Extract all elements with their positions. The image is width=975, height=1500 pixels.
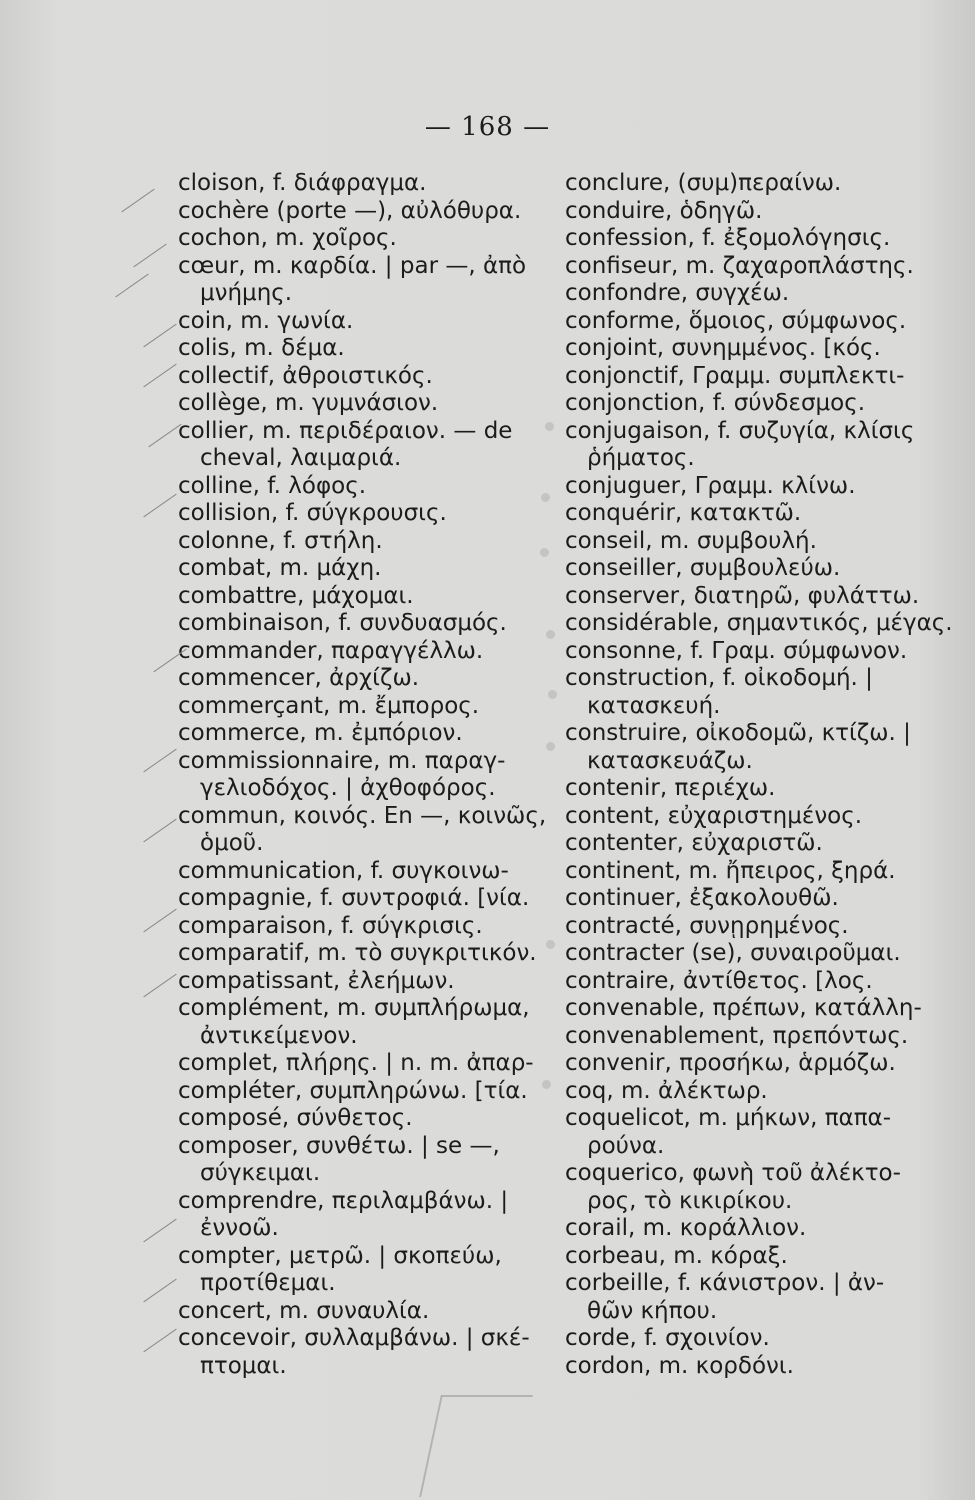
left-entry: compagnie, f. συντροφιά. [νία. [178,885,530,911]
right-entry: convenablement, πρεπόντως. [565,1022,909,1049]
right-entry: consonne, f. Γραμ. σύμφωνον. [565,637,908,664]
left-entry: cloison, f. διάφραγμα. [178,170,427,196]
pencil-mark [143,494,176,518]
right-entry: conjoint, συνημμένος. [κός. [565,335,881,361]
right-entry: conclure, (συμ)περαίνω. [565,170,842,196]
right-entry-continuation: ῥήματος. [587,445,695,471]
left-entry: composer, συνθέτω. | se —, [178,1132,500,1159]
left-entry: commander, παραγγέλλω. [178,637,484,664]
left-entry: coin, m. γωνία. [178,307,354,334]
left-entry-continuation: cheval, λαιμαριά. [200,445,402,471]
pencil-mark [143,1329,176,1353]
right-entry: continuer, ἐξακολουθῶ. [565,885,839,911]
right-entry: corbeau, m. κόραξ. [565,1242,788,1269]
left-entry: commun, κοινός. En —, κοινῶς, [178,802,547,829]
right-entry: construction, f. οἰκοδομή. | [565,665,873,691]
right-entry: contenter, εὐχαριστῶ. [565,830,823,856]
right-entry-continuation: κατασκευάζω. [587,747,753,774]
gutter-dot [542,1080,551,1089]
right-entry: conjonction, f. σύνδεσμος. [565,390,866,416]
right-entry: conserver, διατηρῶ, φυλάττω. [565,582,920,609]
gutter-dot [546,742,555,751]
pencil-mark [115,274,148,298]
right-entry-continuation: θῶν κήπου. [587,1297,718,1324]
right-entry: convenable, πρέπων, κατάλλη- [565,995,922,1021]
right-entry: confession, f. ἐξομολόγησις. [565,225,891,251]
pencil-mark [143,749,176,773]
left-entry-continuation: πτομαι. [200,1352,287,1379]
pencil-mark [143,974,176,998]
right-entry: conforme, ὅμοιος, σύμφωνος. [565,307,907,334]
right-entry: conseil, m. συμβουλή. [565,527,817,554]
right-entry: corde, f. σχοινίον. [565,1325,770,1351]
left-entry: collège, m. γυμνάσιον. [178,390,439,416]
right-entry: corail, m. κοράλλιον. [565,1215,807,1241]
right-entry: coq, m. ἀλέκτωρ. [565,1077,768,1104]
right-entry: construire, οἰκοδομῶ, κτίζω. | [565,720,911,746]
left-entry: combinaison, f. συνδυασμός. [178,610,507,636]
left-entry: commissionnaire, m. παραγ- [178,747,506,774]
left-entry: compatissant, ἐλεήμων. [178,967,455,994]
left-entry: colline, f. λόφος. [178,472,367,499]
right-entry: conseiller, συμβουλεύω. [565,555,841,581]
gutter-dot [548,690,557,699]
left-entry: compter, μετρῶ. | σκοπεύω, [178,1242,502,1269]
right-entry-continuation: ρος, τὸ κικιρίκου. [587,1187,793,1214]
left-entry-continuation: μνήμης. [200,280,293,306]
left-entry: comparatif, m. τὸ συγκριτικόν. [178,940,537,966]
left-entry: combattre, μάχομαι. [178,582,414,609]
pencil-scribble [419,1395,533,1497]
right-entry: considérable, σημαντικός, μέγας. [565,610,953,636]
pencil-mark [133,244,166,268]
left-entry: concert, m. συναυλία. [178,1297,430,1324]
left-entry-continuation: ἐννοῶ. [200,1215,279,1241]
right-entry-continuation: ρούνα. [587,1132,665,1159]
gutter-dot [545,422,554,431]
left-entry: colis, m. δέμα. [178,335,345,361]
right-entry: contraire, ἀντίθετος. [λος. [565,967,873,994]
gutter-dot [546,940,555,949]
right-column [565,170,960,1380]
pencil-mark [143,909,176,933]
left-entry: compléter, συμπληρώνω. [τία. [178,1077,528,1104]
left-entry: cochère (porte —), αὐλόθυρα. [178,197,522,224]
left-entry: communication, f. συγκοινω- [178,857,509,884]
gutter-dot [541,493,550,502]
right-entry: contracté, συνῃρημένος. [565,912,849,939]
gutter-dot [540,548,549,557]
pencil-mark [121,189,154,213]
right-entry: conquérir, κατακτῶ. [565,500,802,526]
left-entry-continuation: γελιοδόχος. | ἀχθοφόρος. [200,775,496,801]
pencil-mark [143,1279,176,1303]
left-entry: collectif, ἀθροιστικός. [178,362,433,389]
right-entry: contracter (se), συναιροῦμαι. [565,940,901,966]
right-entry: content, εὐχαριστημένος. [565,802,863,829]
pencil-mark [143,324,176,348]
right-entry: coquerico, φωνὴ τοῦ ἀλέκτο- [565,1160,901,1186]
left-entry: comparaison, f. σύγκρισις. [178,912,483,939]
left-entry: commerçant, m. ἔμπορος. [178,692,480,719]
page-number: — 168 — [424,112,551,142]
left-entry: combat, m. μάχη. [178,555,382,581]
left-entry: comprendre, περιλαμβάνω. | [178,1187,509,1214]
left-entry-continuation: ὁμοῦ. [200,830,264,856]
left-entry: collier, m. περιδέραιον. — de [178,417,513,444]
left-entry: commencer, ἀρχίζω. [178,665,420,691]
right-entry: convenir, προσήκω, ἁρμόζω. [565,1050,896,1076]
gutter-dot [546,630,555,639]
pencil-mark [148,424,181,448]
left-entry: composé, σύνθετος. [178,1105,413,1131]
left-entry: complet, πλήρης. | n. m. ἀπαρ- [178,1050,534,1076]
left-entry: concevoir, συλλαμβάνω. | σκέ- [178,1325,530,1351]
pencil-mark [143,364,176,388]
pencil-mark [143,819,176,843]
right-entry: continent, m. ἤπειρος, ξηρά. [565,857,896,884]
right-entry: conjonctif, Γραμμ. συμπλεκτι- [565,362,905,389]
right-entry: cordon, m. κορδόνι. [565,1352,794,1379]
right-entry: confiseur, m. ζαχαροπλάστης. [565,252,914,279]
right-entry: contenir, περιέχω. [565,775,776,801]
left-entry: complément, m. συμπλήρωμα, [178,995,530,1021]
left-entry-continuation: προτίθεμαι. [200,1270,336,1296]
right-entry: coquelicot, m. μήκων, παπα- [565,1105,892,1131]
right-entry: conjuguer, Γραμμ. κλίνω. [565,472,856,499]
right-entry: conjugaison, f. συζυγία, κλίσις [565,417,915,444]
left-entry: colonne, f. στήλη. [178,527,383,554]
right-entry: corbeille, f. κάνιστρον. | ἀν- [565,1270,885,1296]
left-entry: collision, f. σύγκρουσις. [178,500,447,526]
right-entry-continuation: κατασκευή. [587,692,721,719]
left-entry-continuation: σύγκειμαι. [200,1160,321,1186]
left-entry: cochon, m. χοῖρος. [178,225,397,251]
pencil-mark [143,1219,176,1243]
left-column [178,170,558,1380]
right-entry: confondre, συγχέω. [565,280,790,306]
right-entry: conduire, ὁδηγῶ. [565,197,763,224]
left-entry-continuation: ἀντικείμενον. [200,1022,358,1049]
left-entry: cœur, m. καρδία. | par —, ἀπὸ [178,252,527,279]
left-entry: commerce, m. ἐμπόριον. [178,720,463,746]
